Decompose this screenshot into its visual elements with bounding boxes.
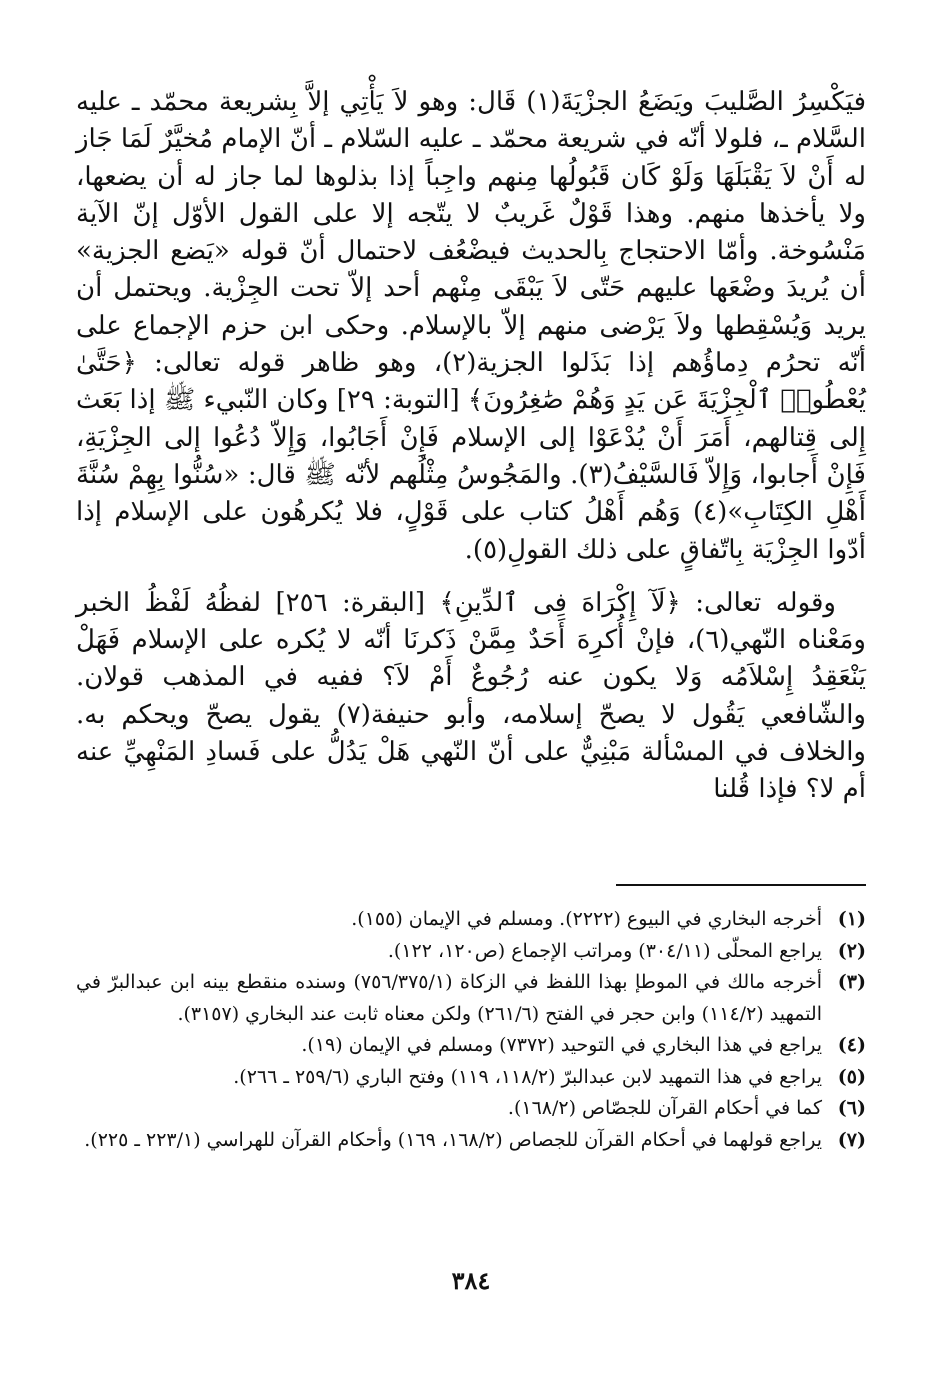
- footnote-2: [76, 936, 866, 968]
- footnote-number: (١): [837, 908, 866, 930]
- paragraph-1: فيَكْسِرُ الصَّليبَ ويَضَعُ الجزْيَةَ(١) قَال: وهو لاَ يَأْتِي إلاَّ بِشريعة محمّد ـ عليه السَّلام ـ، فلولا أنّه في شريعة محمّد ـ عليه السّلام ـ أنّ الإمام مُخيَّرٌ لَمَا جَاز له أَنْ لاَ يَقْبَلَهَا وَلَوْ كَان قَبُولُها مِنهم واجِباً إذا بذلوها لما جاز له أن يضعها، ولا يأخذها منهم. وهذا قَوْلٌ غَريبٌ لا يتّجه إلا على القول الأوّل إنّ الآية مَنْسُوخة. وأمّا الاحتجاج بِالحديث فيضْعُف لاحتمال أنّ قوله «يَضع الجزية» أن يُريدَ وضْعَها عليهم حَتّى لاَ يَبْقَى مِنْهم أحد إلاّ تحت الجِزْية. ويحتمل أن يريد وَيُسْقِطها ولاَ يَرْضى منهم إلاّ بالإسلام. وحكى ابن حزم الإجماع على أنّه تحرُم دِماؤُهم إذا بَذَلوا الجزية(٢)، وهو ظاهر قوله تعالى: ﴿حَتَّىٰ يُعْطُوا۟ ٱلْجِزْيَةَ عَن يَدٍ وَهُمْ صَٰغِرُونَ﴾ [التوبة: ٢٩] وكان النّبيء ﷺ إذا بَعَث إِلى قِتالهم، أَمَرَ أَنْ يُدْعَوْا إلى الإسلام فَإِنْ أَجَابُوا، وَإِلاّ دُعُوا إلى الجِزْيَةِ، فَإِنْ أَجابوا، وَإِلاّ فَالسَّيْفُ(٣). والمَجُوسُ مِثْلُهم لأنّه ﷺ قال: «سُنُّوا بِهِمْ سُنَّةَ أَهْلِ الكِتَابِ»(٤) وَهُم أَهْلُ كتاب على قَوْلٍ، فلا يُكرهُون على الإسلام إذا أدّوا الجِزْيَة بِاتّفاقٍ على ذلك القولِ(٥).: [75, 87, 867, 565]
- footnote-text: أخرجه مالك في الموطإ بهذا اللفظ في الزكاة (٧٥٦/٣٧٥/١) وسنده منقطع بينه ابن عبدالبرّ في التمهيد (١١٤/٢) وابن حجر في الفتح (٢٦١/٦) ولكن معناه ثابت عند البخاري (٣١٥٧).: [76, 971, 822, 1025]
- paragraph-2: وقوله تعالى: ﴿لَآ إِكْرَاهَ فِى ٱلدِّينِ﴾ [البقرة: ٢٥٦] لفظُهُ لَفْظُ الخبر ومَعْناه النّهي(٦)، فإنْ أُكرِهَ أَحَدٌ مِمَّنْ ذَكرنَا أنّه لا يُكره على الإسلام فَهَلْ يَنْعَقِدُ إِسْلاَمُه وَلا يكون عنه رُجُوعٌ أَمْ لاَ؟ ففيه في المذهب قولان. والشّافعي يَقُول لا يصحّ إسلامه، وأبو حنيفة(٧) يقول يصحّ ويحكم به. والخلاف في المسْألة مَبْنِيٌّ على أنّ النّهي هَلْ يَدُلُّ على فَسادِ المَنْهِيِّ عنه أم لا؟ فإذا قُلنا: [76, 587, 866, 805]
- footnote-number: (٣): [837, 971, 866, 993]
- footnote-5: [76, 1062, 866, 1094]
- footnote-6: [76, 1093, 866, 1125]
- main-text: [76, 84, 866, 809]
- footnotes: [76, 904, 866, 1156]
- footnote-text: أخرجه البخاري في البيوع (٢٢٢٢). ومسلم في الإيمان (١٥٥).: [351, 908, 822, 930]
- footnote-text: كما في أحكام القرآن للجصّاص (١٦٨/٢).: [507, 1097, 822, 1119]
- footnote-4: [76, 1030, 866, 1062]
- footnote-number: (٧): [837, 1128, 866, 1151]
- footnote-text: يراجع في هذا البخاري في التوحيد (٧٣٧٢) ومسلم في الإيمان (١٩).: [301, 1034, 822, 1056]
- footnote-7: [76, 1125, 866, 1157]
- footnote-3: [76, 967, 866, 1030]
- footnote-number: (٦): [837, 1097, 866, 1119]
- document-page: [76, 84, 866, 1344]
- footnote-number: (٥): [837, 1065, 866, 1088]
- footnote-number: (٤): [837, 1034, 866, 1056]
- footnote-text: يراجع قولهما في أحكام القرآن للجصاص (١٦٨/٢، ١٦٩) وأحكام القرآن للهراسي (٢٢٣/١ ـ ٢٢٥).: [84, 1128, 822, 1151]
- footnote-text: يراجع المحلّى (٣٠٤/١١) ومراتب الإجماع (ص١٢٠، ١٢٢).: [387, 939, 822, 962]
- footnote-separator: [616, 884, 866, 886]
- page-number: ٣٨٤: [451, 1266, 491, 1295]
- footnote-text: يراجع في هذا التمهيد لابن عبدالبرّ (١١٨/٢، ١١٩) وفتح الباري (٢٥٩/٦ ـ ٢٦٦).: [233, 1065, 822, 1088]
- footnote-1: [76, 904, 866, 936]
- footnote-number: (٢): [837, 939, 866, 962]
